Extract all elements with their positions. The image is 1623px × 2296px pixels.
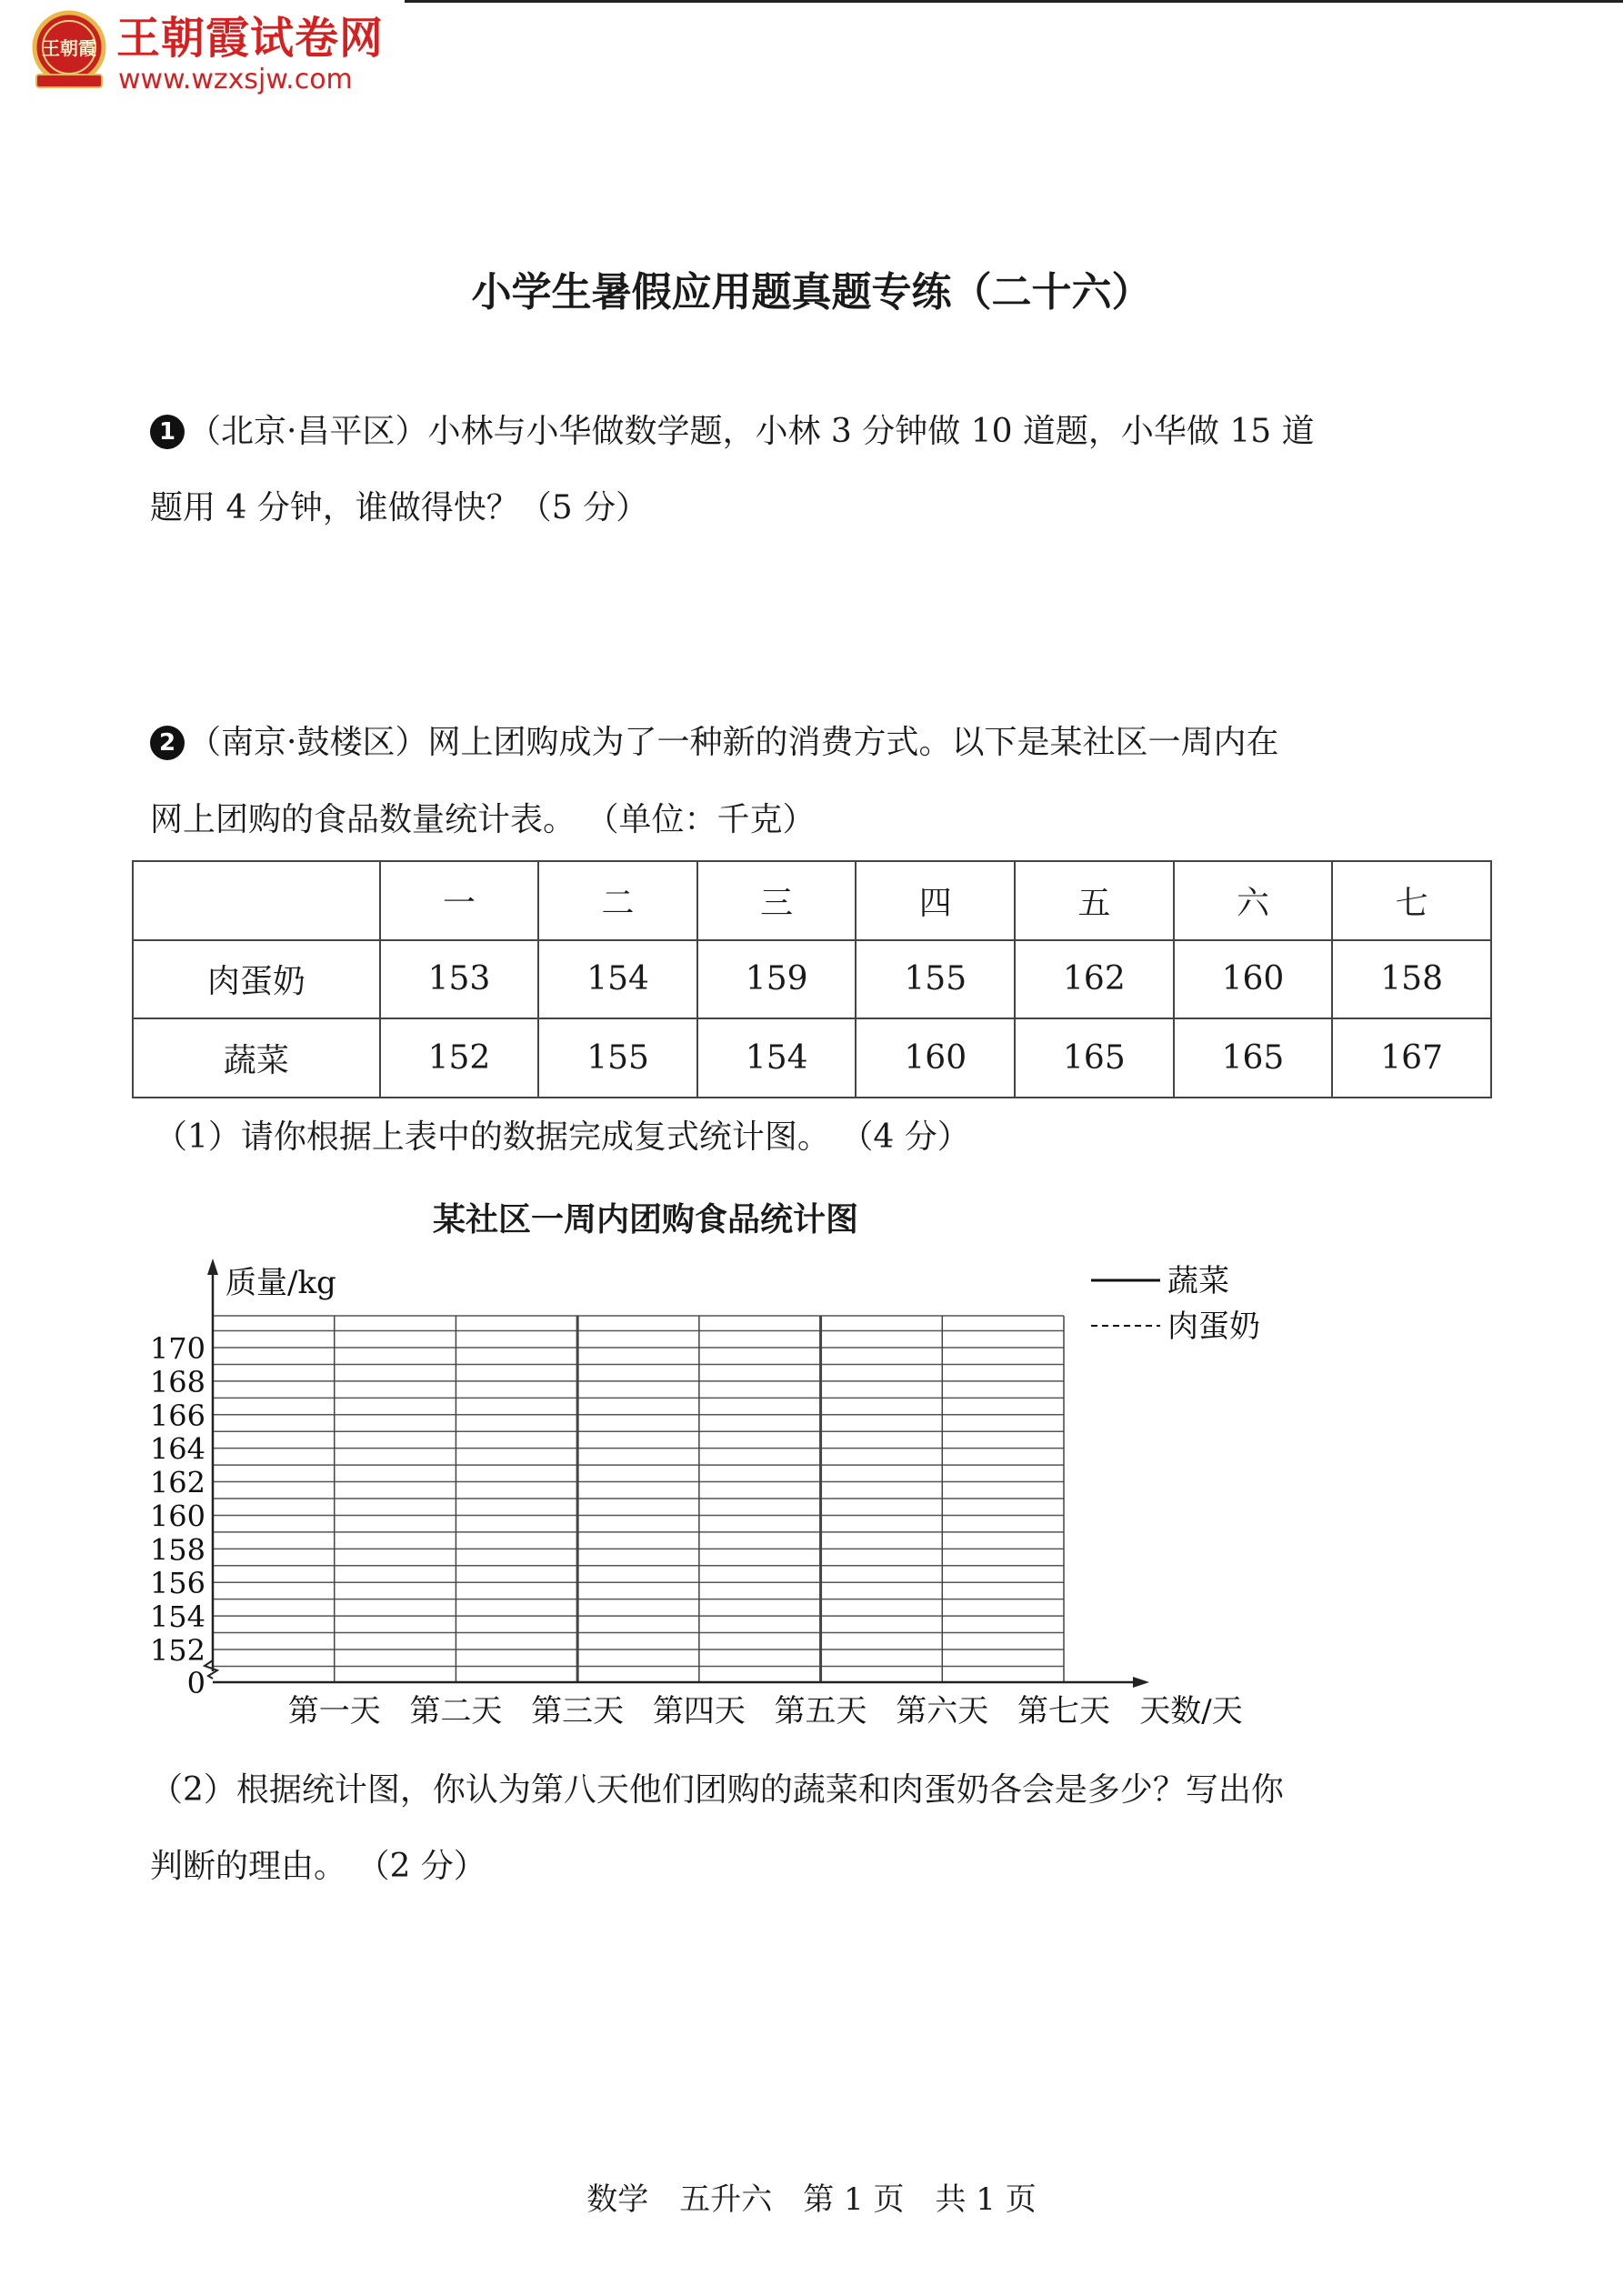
- y-tick-label: 158: [149, 1532, 205, 1568]
- table-cell: 152: [380, 1018, 539, 1098]
- legend-label: 蔬菜: [1167, 1263, 1229, 1299]
- q2-part1: （1）请你根据上表中的数据完成复式统计图。 （4 分）: [155, 1118, 970, 1156]
- table-cell: 154: [538, 940, 697, 1019]
- q2-text-1: （南京·鼓楼区）网上团购成为了一种新的消费方式。以下是某社区一周内在: [188, 724, 1279, 761]
- x-tick-label: 第三天: [531, 1693, 625, 1730]
- y-tick-label: 162: [149, 1465, 205, 1500]
- y-axis-label: 质量/kg: [225, 1265, 336, 1301]
- y-tick-label: 154: [149, 1599, 205, 1635]
- table-row-label: 肉蛋奶: [133, 940, 380, 1019]
- q2-part2-line2: 判断的理由。 （2 分）: [150, 1848, 486, 1885]
- table-cell: 160: [1174, 940, 1333, 1019]
- table-header-cell: 四: [856, 861, 1015, 940]
- table-cell: 154: [697, 1018, 857, 1098]
- y-tick-label: 170: [149, 1331, 205, 1366]
- table-cell: 158: [1332, 940, 1491, 1019]
- q1-line2: 题用 4 分钟，谁做得快？（5 分）: [150, 489, 649, 526]
- table-cell: 159: [697, 940, 857, 1019]
- y-axis-arrow-icon: [207, 1258, 218, 1275]
- logo-badge-text: 王朝霞: [42, 37, 96, 59]
- x-tick-label: 第五天: [774, 1693, 867, 1730]
- y-tick-label: 168: [149, 1364, 205, 1399]
- table-cell: 153: [380, 940, 539, 1019]
- y-tick-label: 0: [186, 1666, 205, 1700]
- x-tick-label: 第一天: [287, 1693, 381, 1730]
- x-tick-label: 第六天: [896, 1693, 989, 1730]
- table-cell: 167: [1332, 1018, 1491, 1098]
- table-header-cell: 二: [538, 861, 697, 940]
- x-tick-label: 第二天: [409, 1693, 503, 1730]
- table-header-cell: 七: [1332, 861, 1491, 940]
- x-axis-arrow-icon: [1133, 1677, 1149, 1688]
- table-cell: 155: [856, 940, 1015, 1019]
- chart-title: 某社区一周内团购食品统计图: [432, 1201, 858, 1238]
- page-title: 小学生暑假应用题真题专练（二十六）: [471, 269, 1152, 316]
- q2-number-badge: 2: [150, 726, 185, 760]
- x-tick-label: 第四天: [652, 1693, 746, 1730]
- y-tick-label: 156: [149, 1566, 205, 1601]
- page-footer: 数学 五升六 第 1 页 共 1 页: [586, 2181, 1037, 2218]
- x-axis-label: 天数/天: [1139, 1693, 1243, 1730]
- logo-url[interactable]: www.wzxsjw.com: [118, 64, 353, 95]
- logo-name[interactable]: 王朝霞试卷网: [116, 13, 385, 64]
- y-tick-label: 160: [149, 1499, 205, 1534]
- table-cell: 155: [538, 1018, 697, 1098]
- q1-number-badge: 1: [150, 415, 185, 449]
- table-cell: 162: [1015, 940, 1174, 1019]
- x-tick-label: 第七天: [1017, 1693, 1110, 1730]
- table-header-cell: 六: [1174, 861, 1333, 940]
- table-cell: 160: [856, 1018, 1015, 1098]
- y-tick-label: 166: [149, 1398, 205, 1433]
- table-header-cell: 三: [697, 861, 857, 940]
- legend-label: 肉蛋奶: [1167, 1308, 1260, 1345]
- q2-part2-line1: （2）根据统计图，你认为第八天他们团购的蔬菜和肉蛋奶各会是多少？写出你: [150, 1771, 1284, 1809]
- table-row-label: 蔬菜: [133, 1018, 380, 1098]
- table-header-cell: 五: [1015, 861, 1174, 940]
- q2-line2: 网上团购的食品数量统计表。 （单位：千克）: [150, 801, 816, 838]
- table-cell: 165: [1174, 1018, 1333, 1098]
- y-tick-label: 152: [149, 1633, 205, 1668]
- axis-break-icon: [205, 1660, 217, 1679]
- table-cell: 165: [1015, 1018, 1174, 1098]
- y-tick-label: 164: [149, 1431, 205, 1467]
- table-header-cell: 一: [380, 861, 539, 940]
- q1-text-1: （北京·昌平区）小林与小华做数学题，小林 3 分钟做 10 道题，小华做 15 道: [188, 413, 1315, 450]
